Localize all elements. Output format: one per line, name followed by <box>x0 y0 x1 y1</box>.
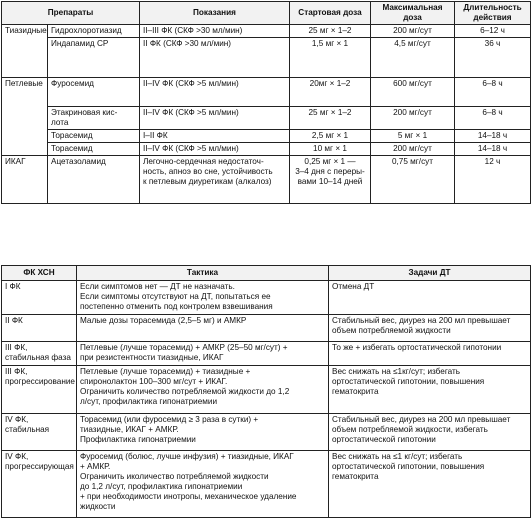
max-dose-cell: 200 мг/сут <box>371 25 455 38</box>
fc-cell: III ФК, прогрессирование <box>2 366 77 414</box>
goals-cell: Стабильный вес, диурез на 200 мл превышает объем потребляемой жидкости, избегать ортостатической гипотонии <box>329 414 531 451</box>
max-dose-cell: 200 мг/сут <box>371 107 455 130</box>
table-row <box>2 38 531 78</box>
drug-cell: Торасемид <box>48 143 140 156</box>
table-row <box>2 107 531 130</box>
heart-failure-tactics-table <box>1 265 531 518</box>
max-dose-cell: 5 мг × 1 <box>371 130 455 143</box>
fc-cell: IV ФК, прогрессирующая <box>2 451 77 518</box>
duration-cell: 14–18 ч <box>455 143 531 156</box>
max-dose-cell: 4,5 мг/сут <box>371 38 455 78</box>
header-fc: ФК ХСН <box>2 266 77 281</box>
start-dose-cell: 0,25 мг × 1 — 3–4 дня с переры- вами 10–14 дней <box>290 156 371 204</box>
tactics-cell: Петлевые (лучше торасемид) + АМКР (25–50 мг/сут) + при резистентности тиазидные, ИКАГ <box>77 342 329 366</box>
max-dose-cell: 600 мг/сут <box>371 78 455 107</box>
goals-cell: Вес снижать на ≤1 кг/сут; избегать ортостатической гипотонии, повышения гематокрита <box>329 451 531 518</box>
duration-cell: 6–8 ч <box>455 78 531 107</box>
indication-cell: II–IV ФК (СКФ >5 мл/мин) <box>140 143 290 156</box>
goals-cell: Стабильный вес, диурез на 200 мл превышает объем потребляемой жидкости <box>329 315 531 342</box>
fc-cell: III ФК, стабильная фаза <box>2 342 77 366</box>
duration-cell: 6–8 ч <box>455 107 531 130</box>
tactics-cell: Если симптомов нет — ДТ не назначать. Если симптомы отсутствуют на ДТ, попытаться ее постепенно отменить под контролем взвешивания <box>77 281 329 315</box>
drug-cell: Ацетазоламид <box>48 156 140 204</box>
header-start-dose: Стартовая доза <box>290 2 371 25</box>
indication-cell: II ФК (СКФ >30 мл/мин) <box>140 38 290 78</box>
indication-cell: II–III ФК (СКФ >30 мл/мин) <box>140 25 290 38</box>
start-dose-cell: 20мг × 1–2 <box>290 78 371 107</box>
indication-cell: II–IV ФК (СКФ >5 мл/мин) <box>140 78 290 107</box>
group-cell: Петлевые <box>2 78 48 156</box>
indication-cell: I–II ФК <box>140 130 290 143</box>
indication-cell: Легочно-сердечная недостаточ- ность, апноэ во сне, устойчивость к петлевым диуретикам (алкалоз) <box>140 156 290 204</box>
duration-cell: 12 ч <box>455 156 531 204</box>
header-drugs: Препараты <box>2 2 140 25</box>
tactics-cell: Малые дозы торасемида (2,5–5 мг) и АМКР <box>77 315 329 342</box>
goals-cell: Вес снижать на ≤1кг/сут; избегать ортостатической гипотонии, повышения гематокрита <box>329 366 531 414</box>
drug-cell: Гидрохлоротиазид <box>48 25 140 38</box>
fc-cell: I ФК <box>2 281 77 315</box>
drug-cell: Торасемид <box>48 130 140 143</box>
start-dose-cell: 10 мг × 1 <box>290 143 371 156</box>
goals-cell: Отмена ДТ <box>329 281 531 315</box>
max-dose-cell: 200 мг/сут <box>371 143 455 156</box>
duration-cell: 14–18 ч <box>455 130 531 143</box>
header-max-dose: Максимальная доза <box>371 2 455 25</box>
drug-cell: Фуросемид <box>48 78 140 107</box>
table-row <box>2 25 531 38</box>
start-dose-cell: 25 мг × 1–2 <box>290 107 371 130</box>
group-cell: Тиазидные <box>2 25 48 78</box>
table-row <box>2 315 531 342</box>
table-row <box>2 78 531 107</box>
goals-cell: То же + избегать ортостатической гипотонии <box>329 342 531 366</box>
start-dose-cell: 2,5 мг × 1 <box>290 130 371 143</box>
table-row <box>2 156 531 204</box>
tactics-cell: Торасемид (или фуросемид ≥ 3 раза в сутки) + тиазидные, ИКАГ + АМКР. Профилактика гипонатриемии <box>77 414 329 451</box>
group-cell: ИКАГ <box>2 156 48 204</box>
start-dose-cell: 1,5 мг × 1 <box>290 38 371 78</box>
table-row <box>2 366 531 414</box>
tactics-cell: Петлевые (лучше торасемид) + тиазидные + спиронолактон 100–300 мг/сут + ИКАГ. Ограничить количество потребляемой жидкости до 1,2 л/сут, профилактика гипонатриемии <box>77 366 329 414</box>
fc-cell: II ФК <box>2 315 77 342</box>
header-indications: Показания <box>140 2 290 25</box>
header-tactics: Тактика <box>77 266 329 281</box>
tactics-cell: Фуросемид (болюс, лучше инфузия) + тиазидные, ИКАГ + АМКР. Ограничить иколичество потребляемой жидкости до 1,2 л/сут, профилактика гипонатриемии + при необходимости инотропы, механическое удаление жидкости <box>77 451 329 518</box>
diuretics-table <box>1 1 531 204</box>
start-dose-cell: 25 мг × 1–2 <box>290 25 371 38</box>
header-duration: Длительность действия <box>455 2 531 25</box>
max-dose-cell: 0,75 мг/сут <box>371 156 455 204</box>
table-row <box>2 143 531 156</box>
drug-cell: Этакриновая кис- лота <box>48 107 140 130</box>
indication-cell: II–IV ФК (СКФ >5 мл/мин) <box>140 107 290 130</box>
table-row <box>2 414 531 451</box>
duration-cell: 36 ч <box>455 38 531 78</box>
drug-cell: Индапамид СР <box>48 38 140 78</box>
table-row <box>2 281 531 315</box>
table-row <box>2 342 531 366</box>
duration-cell: 6–12 ч <box>455 25 531 38</box>
header-goals: Задачи ДТ <box>329 266 531 281</box>
fc-cell: IV ФК, стабильная <box>2 414 77 451</box>
table-row <box>2 451 531 518</box>
table-row <box>2 130 531 143</box>
